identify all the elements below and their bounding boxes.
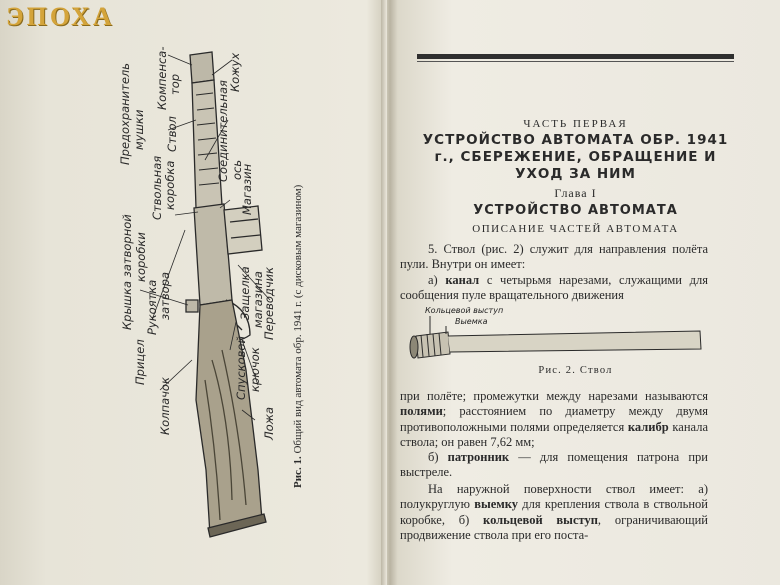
- label-kryuchok: крючок: [248, 347, 262, 392]
- paragraph-outer: [400, 482, 708, 544]
- p5-text-d: , ограничивающий продвижение ствола при его поста-: [400, 512, 708, 543]
- paragraph-a-lead: а): [428, 273, 446, 287]
- label-mushki: мушки: [132, 109, 146, 150]
- p3-text-c: ; расстоянием по диаметру между двумя противоположными полями определяется: [400, 404, 708, 434]
- paragraph-5-text: (рис. 2) служит для направления полёта пули. Внутри он имеет:: [400, 242, 708, 272]
- label-kozhukh: Кожух: [228, 52, 242, 92]
- figure-2-caption: Рис. 2. Ствол: [538, 365, 613, 376]
- section-title: УСТРОЙСТВО АВТОМАТА: [473, 203, 678, 218]
- label-stvolnaya: Ствольная: [150, 155, 164, 220]
- paragraph-a-text: с четырьмя нарезами, служащими для сообщения пуле вращательного движения: [400, 273, 708, 303]
- p5-text-c: для крепления ствола в ствольной коробке, б): [400, 497, 708, 527]
- label-pritsel: Прицел: [133, 339, 147, 385]
- p5-text-a: На наружной поверхности ствол имеет: а) полукруглую: [400, 482, 708, 512]
- label-korobka: коробка: [163, 160, 177, 210]
- label-zashchelka: Защелка: [238, 266, 252, 320]
- term-kanal: канал: [445, 273, 480, 287]
- label-korobki: коробки: [134, 232, 148, 282]
- paragraph-5-lead: 5. Ствол: [428, 242, 476, 256]
- term-polya: полями: [400, 404, 443, 419]
- label-lozha: Ложа: [262, 406, 276, 440]
- term-kalibr: калибр: [627, 419, 669, 434]
- label-zatvora: затвора: [158, 271, 172, 320]
- figure-1-caption-text: Общий вид автомата обр. 1941 г. (с дисковым магазином): [292, 184, 304, 454]
- label-rukoyatka: Рукоятка: [145, 279, 159, 335]
- label-magazina: магазина: [251, 271, 265, 328]
- watermark-logo: ЭПОХА: [6, 2, 115, 31]
- label-kompensator: Компенса-: [155, 46, 169, 110]
- part-title: ЧАСТЬ ПЕРВАЯ: [523, 118, 628, 130]
- label-groove: Выемка: [455, 317, 488, 326]
- term-patronnik: патронник: [447, 450, 510, 464]
- label-kolpachok: Колпачок: [158, 377, 172, 435]
- term-vyemka: выемку: [474, 497, 519, 512]
- label-ring-projection: Кольцевой выступ: [425, 306, 504, 315]
- paragraph-continued: [400, 389, 708, 451]
- figure-1-caption-label: Рис. 1.: [292, 456, 304, 488]
- subsection-title: ОПИСАНИЕ ЧАСТЕЙ АВТОМАТА: [472, 223, 679, 235]
- p3-text-a: при полёте; промежутки между нарезами называются: [400, 389, 708, 403]
- label-tor: тор: [168, 73, 182, 95]
- label-perevodchik: Переводчик: [262, 266, 276, 340]
- label-stvol: Ствол: [165, 116, 179, 152]
- p4-lead: б): [428, 450, 448, 464]
- label-predokhranitel: Предохранитель: [118, 62, 132, 165]
- term-koltsevoy-vystup: кольцевой выступ: [483, 512, 598, 527]
- p3-text-d: канала ствола; он равен 7,62 мм;: [400, 419, 708, 450]
- paragraph-b: [400, 450, 708, 481]
- label-os: ось: [230, 159, 244, 180]
- chapter-title: Глава I: [554, 186, 597, 200]
- label-magazin: Магазин: [240, 163, 254, 215]
- label-kryshka: Крышка затворной: [120, 214, 134, 330]
- main-heading: УСТРОЙСТВО АВТОМАТА ОБР. 1941 г., СБЕРЕЖЕНИЕ, ОБРАЩЕНИЕ И УХОД ЗА НИМ: [422, 132, 729, 182]
- label-soedinitelnaya: Соединительная: [216, 80, 230, 182]
- p4-text: — для помещения патрона при выстреле.: [400, 450, 708, 480]
- label-spuskovoy: Спусковой: [234, 336, 248, 400]
